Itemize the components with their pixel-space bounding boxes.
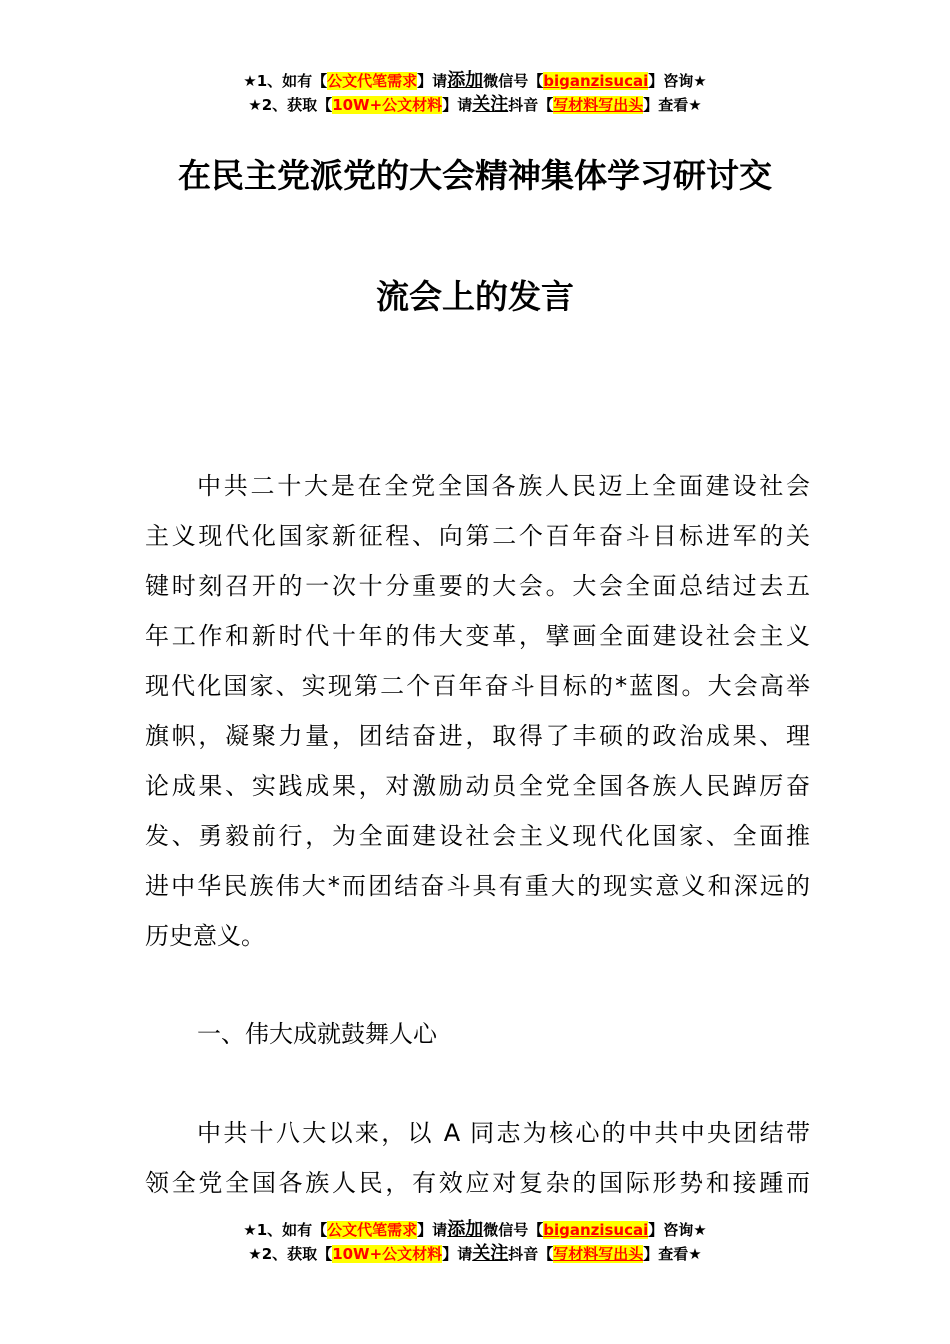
header-banner [0, 69, 950, 117]
emphasis-text: 关注 [472, 94, 509, 115]
text: 】请 [442, 1245, 473, 1263]
paragraph-line: 历史意义。 [145, 922, 265, 950]
paragraph-line: 领全党全国各族人民，有效应对复杂的国际形势和接踵而 [145, 1169, 810, 1197]
paragraph-line: 键时刻召开的一次十分重要的大会。大会全面总结过去五 [145, 572, 810, 600]
text: ★2、获取【 [248, 1245, 333, 1263]
text: 】查看★ [643, 96, 702, 114]
document-title-line-2: 流会上的发言 [376, 277, 574, 316]
douyin-id: 写材料写出头 [553, 96, 644, 114]
paragraph-line: 主义现代化国家新征程、向第二个百年奋斗目标进军的关 [145, 522, 810, 550]
text: 】请 [417, 1221, 448, 1239]
text: 抖音【 [508, 96, 554, 114]
text: ★2、获取【 [248, 96, 333, 114]
text: 抖音【 [508, 1245, 554, 1263]
banner-line-1 [0, 1218, 950, 1242]
text: 】咨询★ [648, 1221, 707, 1239]
text: 】咨询★ [648, 72, 707, 90]
banner-line-1 [0, 69, 950, 93]
text: 微信号【 [483, 72, 544, 90]
footer-banner [0, 1218, 950, 1266]
text: 】查看★ [643, 1245, 702, 1263]
douyin-id: 写材料写出头 [553, 1245, 644, 1263]
paragraph-line: 发、勇毅前行，为全面建设社会主义现代化国家、全面推 [145, 822, 810, 850]
paragraph-line: 年工作和新时代十年的伟大变革，擘画全面建设社会主义 [145, 622, 810, 650]
banner-line-2 [0, 1242, 950, 1266]
paragraph-line: 旗帜，凝聚力量，团结奋进，取得了丰硕的政治成果、理 [145, 722, 810, 750]
paragraph-line: 论成果、实践成果，对激励动员全党全国各族人民踔厉奋 [145, 772, 810, 800]
paragraph-line: 进中华民族伟大*而团结奋斗具有重大的现实意义和深远的 [145, 872, 810, 900]
emphasis-text: 添加 [447, 1219, 484, 1240]
text: 】请 [417, 72, 448, 90]
paragraph-line: 现代化国家、实现第二个百年奋斗目标的*蓝图。大会高举 [145, 672, 810, 700]
emphasis-text: 关注 [472, 1243, 509, 1264]
highlight-text: 10W+公文材料 [332, 96, 443, 114]
text: 微信号【 [483, 1221, 544, 1239]
highlight-text: 10W+公文材料 [332, 1245, 443, 1263]
text: ★1、如有【 [243, 1221, 328, 1239]
banner-line-2 [0, 93, 950, 117]
emphasis-text: 添加 [447, 70, 484, 91]
text: ★1、如有【 [243, 72, 328, 90]
highlight-text: 公文代笔需求 [327, 72, 418, 90]
paragraph-line: 中共二十大是在全党全国各族人民迈上全面建设社会 [197, 472, 810, 500]
wechat-id: biganzisucai [543, 72, 649, 90]
paragraph-line: 中共十八大以来，以 A 同志为核心的中共中央团结带 [197, 1119, 810, 1147]
document-title-line-1: 在民主党派党的大会精神集体学习研讨交 [178, 156, 772, 195]
section-heading: 一、伟大成就鼓舞人心 [197, 1020, 437, 1048]
wechat-id: biganzisucai [543, 1221, 649, 1239]
text: 】请 [442, 96, 473, 114]
highlight-text: 公文代笔需求 [327, 1221, 418, 1239]
